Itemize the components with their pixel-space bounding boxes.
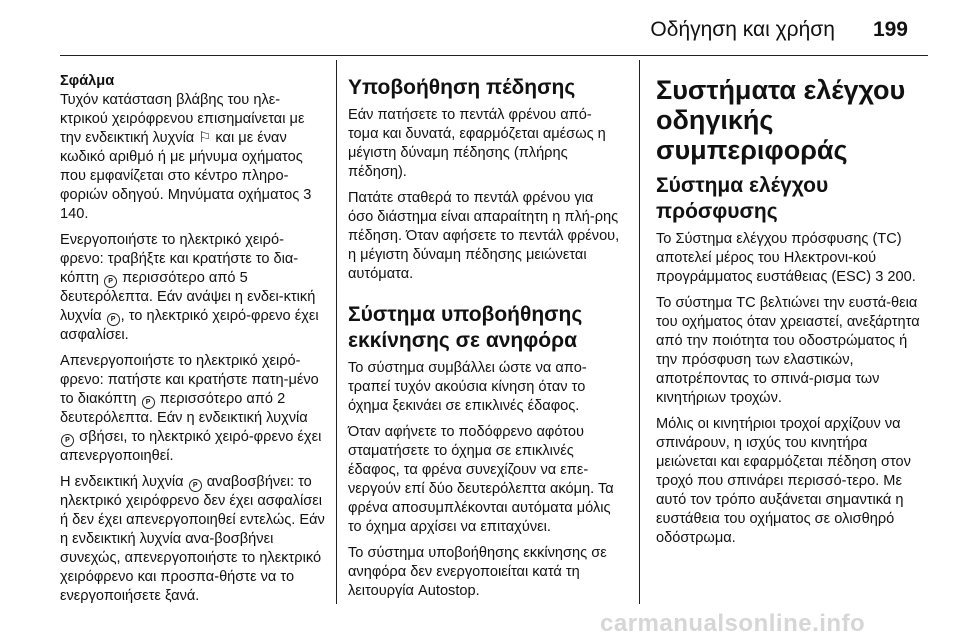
hill-start-paragraph-1: Το σύστημα συμβάλλει ώστε να απο-τραπεί τυχόν ακούσια κίνηση όταν το όχημα ξεκινάει σε επικλινές έδαφος. — [348, 360, 587, 414]
parking-brake-switch-icon: P — [104, 275, 117, 288]
header-title: Οδήγηση και χρήση — [650, 18, 835, 41]
traction-paragraph-3: Μόλις οι κινητήριοι τροχοί αρχίζουν να σπινάρουν, η ισχύς του κινητήρα μειώνεται και εφαρμόζεται πέδηση στον τροχό που σπινάρει περισσό-τερο. Με αυτό τον τρόπο αυξάνεται σημαντικά η ευστάθεια του οχήματος σε ολισθηρό οδόστρωμα. — [656, 416, 911, 546]
heading-hill-start-assist: Σύστημα υποβοήθησης εκκίνησης σε ανηφόρα — [348, 303, 583, 352]
heading-traction-control: Σύστημα ελέγχου πρόσφυσης — [656, 174, 829, 223]
fault-paragraph-4: Η ενδεικτική λυχνία P αναβοσβήνει: το ηλεκτρικό χειρόφρενο δεν έχει ασφαλίσει ή δεν έχει απενεργοποιηθεί εντελώς. Εάν η ενδεικτική λυχνία ανα-βοσβήνει συνεχώς, απενεργοποιήστε το ηλεκτρικό χειρόφρενο και προσπα-θήστε να το ενεργοποιήσετε ξανά. — [60, 474, 325, 604]
hill-start-paragraph-3: Το σύστημα υποβοήθησης εκκίνησης σε ανηφόρα δεν ενεργοποιείται κατά τη λειτουργία Autostop. — [348, 545, 607, 599]
hill-start-paragraph-2: Όταν αφήνετε το ποδόφρενο αφότου σταματήσετε το όχημα σε επικλινές έδαφος, τα φρένα συνεχίζουν να επε-νεργούν επί δύο δευτερόλεπτα ακόμη. Τα φρένα αποσυμπλέκονται αυτόματα μόλις το όχημα αρχίσει να επιταχύνει. — [348, 424, 614, 535]
parking-brake-indicator-icon: P — [107, 313, 120, 326]
column-fault — [60, 72, 325, 613]
parking-brake-indicator-icon: P — [61, 434, 74, 447]
column-driving-control — [656, 75, 928, 555]
parking-brake-switch-icon: P — [142, 396, 155, 409]
page-number: 199 — [872, 18, 908, 41]
traction-paragraph-2: Το σύστημα TC βελτιώνει την ευστά-θεια του οχήματος όταν χρειαστεί, ανεξάρτητα από την ποιότητα του οδοστρώματος ή την πρόσφυση των ελαστικών, αποτρέποντας το σπινά-ρισμα των κινητήριων τροχών. — [656, 295, 920, 406]
column-divider-right — [639, 60, 640, 604]
page-header — [650, 18, 908, 48]
fault-label: Σφάλμα — [60, 73, 115, 89]
column-divider-left — [336, 60, 337, 604]
traction-paragraph-1: Το Σύστημα ελέγχου πρόσφυσης (TC) αποτελεί μέρος του Ηλεκτρονι-κού προγράμματος ευστάθειας (ESC) 3 200. — [656, 231, 916, 285]
page-ref-140[interactable]: 3 140. — [60, 187, 312, 222]
column-brake-assist — [348, 75, 620, 608]
header-rule — [60, 55, 928, 56]
fault-paragraph-3: Απενεργοποιήστε το ηλεκτρικό χειρό-φρενο: πατήστε και κρατήστε πατη-μένο το διακόπτη P περισσότερο από 2 δευτερόλεπτα. Εάν η ενδεικτική λυχνία P σβήσει, το ηλεκτρικό χειρό-φρενο έχει απενεργοποιηθεί. — [60, 353, 322, 464]
brake-assist-paragraph-1: Εάν πατήσετε το πεντάλ φρένου από-τομα και δυνατά, εφαρμόζεται αμέσως η μέγιστη δύναμη πέδησης (πλήρης πέδηση). — [348, 107, 606, 180]
brake-assist-paragraph-2: Πατάτε σταθερά το πεντάλ φρένου για όσο διάστημα είναι απαραίτητη η πλή-ρης πέδηση. Όταν αφήσετε το πεντάλ φρένου, η μέγιστη δύναμη πέδησης μειώνεται αυτόματα. — [348, 190, 620, 282]
fault-paragraph-2: Ενεργοποιήστε το ηλεκτρικό χειρό-φρενο: τραβήξτε και κρατήστε το δια-κόπτη P περισσότερο από 5 δευτερόλεπτα. Εάν ανάψει η ενδει-κτική λυχνία P , το ηλεκτρικό χειρό-φρενο έχει ασφαλίσει. — [60, 232, 319, 343]
watermark: carmanualsonline.info — [600, 610, 866, 637]
parking-brake-indicator-icon: P — [189, 479, 202, 492]
page-ref-200[interactable]: 3 200. — [875, 269, 916, 285]
heading-brake-assist: Υποβοήθηση πέδησης — [348, 76, 576, 99]
heading-driving-control-systems: Συστήματα ελέγχου οδηγικής συμπεριφοράς — [656, 75, 906, 165]
fault-paragraph-1: Τυχόν κατάσταση βλάβης του ηλε-κτρικού χειρόφρενου επισημαίνεται με την ενδεικτική λυχνία ⚐ και με έναν κωδικό αριθμό ή με μήνυμα οχήματος που εμφανίζεται στο κέντρο πληρο-φοριών οδηγού. Μηνύματα οχήματος 3 140. — [60, 92, 312, 222]
